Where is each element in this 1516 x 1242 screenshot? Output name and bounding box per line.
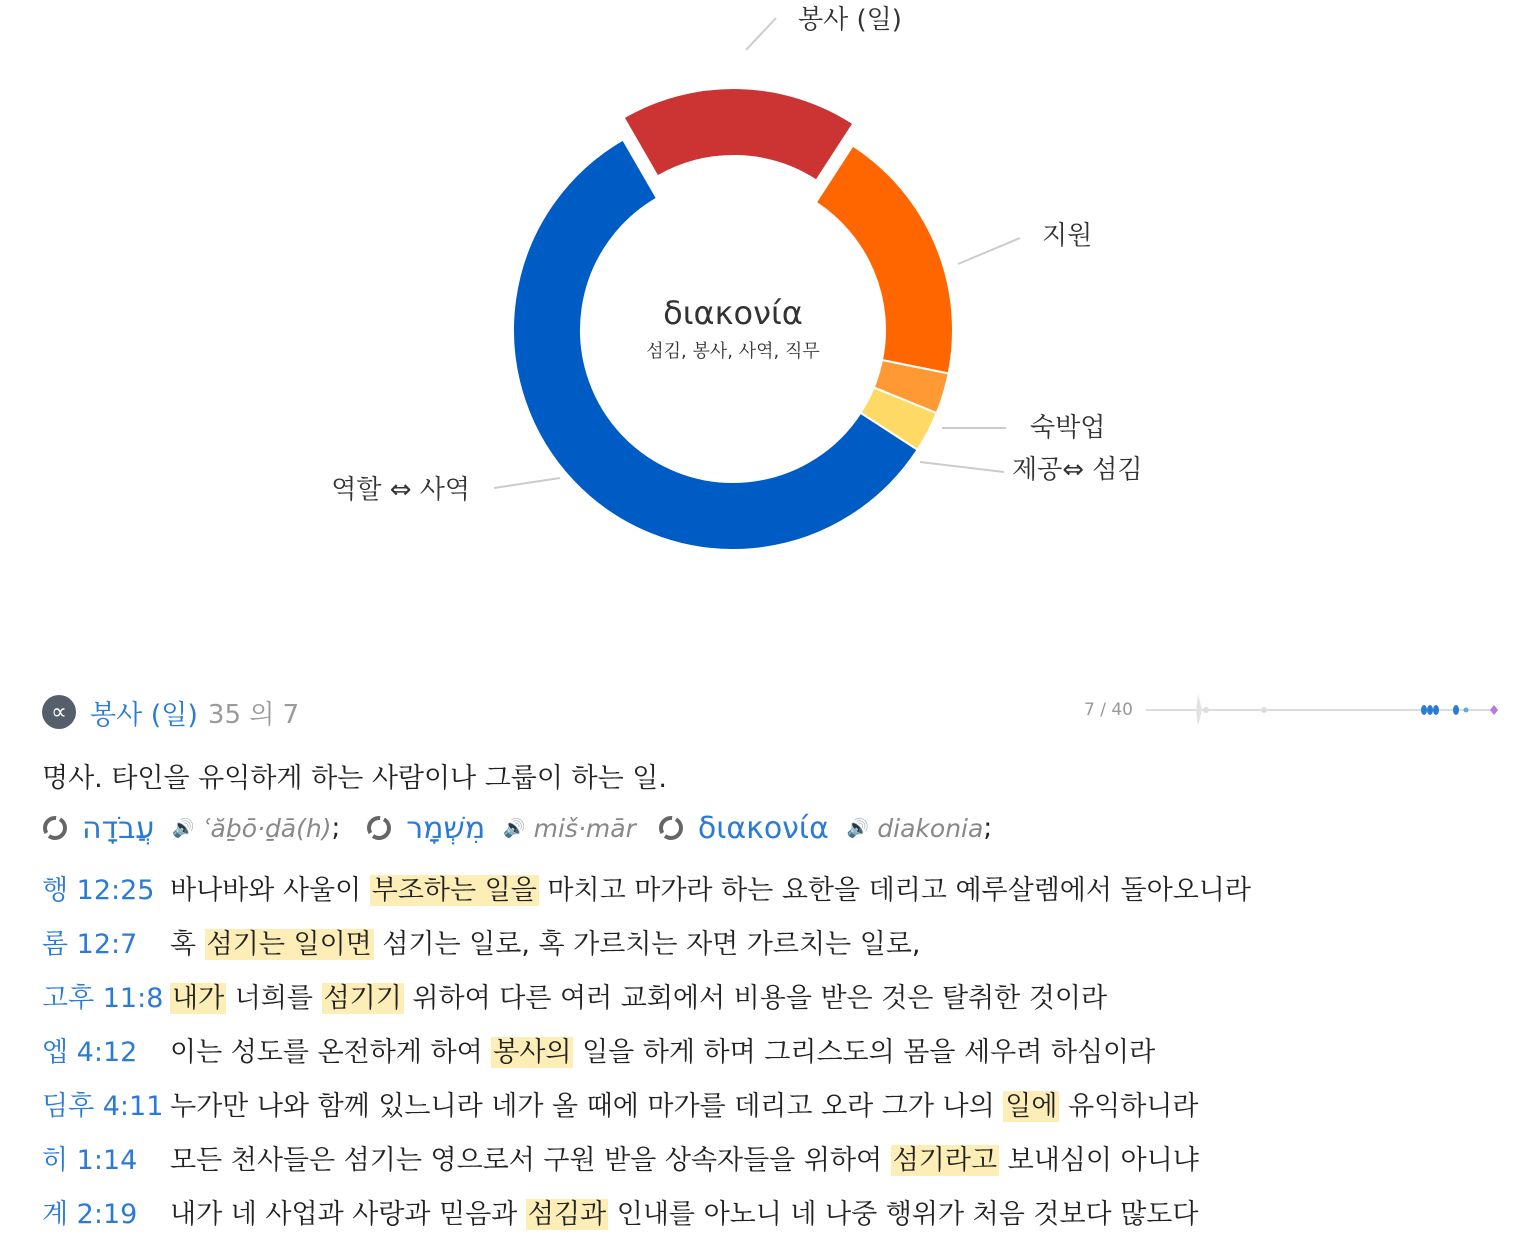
verse-ref-link[interactable]: 딤후 4:11 — [42, 1090, 164, 1122]
verse-row — [42, 1184, 1251, 1238]
verse-ref-link[interactable]: 계 2:19 — [42, 1198, 138, 1230]
timeline-marker — [1203, 707, 1209, 713]
verse-highlight: 일에 — [1005, 1090, 1058, 1122]
lexeme-transliteration: diakonia — [877, 813, 984, 843]
verse-text: 혹 섬기는 일이면 섬기는 일로, 혹 가르치는 자면 가르치는 일로, — [170, 928, 921, 960]
verse-highlight: 섬기라고 — [892, 1144, 998, 1176]
verse-highlight: 부조하는 일을 — [371, 874, 537, 906]
verse-text: 누가만 나와 함께 있느니라 네가 올 때에 마가를 데리고 오라 그가 나의 일에 유익하니라 — [170, 1090, 1199, 1122]
verse-ref-link[interactable]: 고후 11:8 — [42, 982, 164, 1014]
sense-header — [42, 692, 299, 732]
proportional-icon: ∝ — [42, 695, 76, 729]
lexeme-hebrew-1[interactable]: עֲבֹדָה — [82, 810, 155, 846]
verse-ref-link[interactable]: 엡 4:12 — [42, 1036, 138, 1068]
lexeme-separator: ; — [331, 813, 341, 843]
sense-count: 35 의 7 — [207, 699, 300, 730]
slice-leader-line — [958, 238, 1020, 264]
slice-leader-line — [494, 478, 560, 488]
lexeme-list — [42, 808, 992, 848]
timeline-marker — [1464, 708, 1469, 713]
slice-leader-line — [920, 462, 1004, 472]
timeline-marker — [1453, 705, 1459, 715]
speaker-icon[interactable]: 🔊 — [846, 817, 870, 839]
verse-ref-link[interactable]: 롬 12:7 — [42, 928, 138, 960]
verse-list — [42, 860, 1251, 1238]
timeline-current-marker[interactable] — [1490, 705, 1498, 715]
occurrence-timeline[interactable] — [1146, 688, 1506, 734]
slice-label[interactable]: 제공⇔ 섬김 — [1012, 455, 1143, 485]
slice-label[interactable]: 역할 ⇔ 사역 — [331, 475, 470, 505]
timeline-peak-marker — [1196, 694, 1202, 726]
donut-slice[interactable] — [816, 145, 953, 373]
speaker-icon[interactable]: 🔊 — [503, 817, 526, 839]
occurrence-counter: 7 / 40 — [1084, 700, 1133, 720]
verse-highlight: 내가 — [172, 982, 225, 1014]
verse-text: 내가 너희를 섬기기 위하여 다른 여러 교회에서 비용을 받은 것은 탈취한 것이라 — [172, 982, 1108, 1014]
lexeme-cycle-icon[interactable] — [658, 815, 684, 841]
verse-row — [42, 914, 1251, 968]
verse-text: 내가 네 사업과 사랑과 믿음과 섬김과 인내를 아노니 네 나중 행위가 처음 것보다 많도다 — [170, 1198, 1199, 1230]
timeline-marker — [1421, 705, 1427, 715]
verse-highlight: 봉사의 — [493, 1036, 572, 1068]
verse-ref-link[interactable]: 히 1:14 — [42, 1144, 138, 1176]
lexeme-transliteration: ʿăḇō·ḏā(h) — [202, 813, 332, 843]
verse-row — [42, 860, 1251, 914]
slice-label[interactable]: 지원 — [1042, 221, 1093, 251]
verse-text: 바나바와 사울이 부조하는 일을 마치고 마가라 하는 요한을 데리고 예루살렘에서 돌아오니라 — [170, 874, 1251, 906]
slice-label[interactable]: 숙박업 — [1030, 413, 1106, 443]
lexeme-transliteration: miš·mār — [533, 813, 636, 843]
chart-center-title: διακονία — [663, 294, 803, 332]
lexeme-separator: ; — [983, 813, 993, 843]
lexeme-cycle-icon[interactable] — [42, 815, 68, 841]
slice-leader-line — [746, 18, 776, 50]
verse-highlight: 섬김과 — [527, 1198, 607, 1230]
verse-row — [42, 968, 1251, 1022]
verse-row — [42, 1076, 1251, 1130]
verse-highlight: 섬기기 — [323, 982, 402, 1014]
lexeme-hebrew-2[interactable]: מִשְׁמָר — [406, 810, 486, 846]
sense-donut-chart — [0, 0, 1516, 600]
slice-label[interactable]: 봉사 (일) — [798, 5, 902, 35]
verse-text: 이는 성도를 온전하게 하여 봉사의 일을 하게 하며 그리스도의 몸을 세우려 하심이라 — [170, 1036, 1156, 1068]
verse-row — [42, 1022, 1251, 1076]
sense-definition: 명사. 타인을 유익하게 하는 사람이나 그룹이 하는 일. — [42, 763, 667, 794]
sense-name-link[interactable]: 봉사 (일) — [90, 699, 198, 731]
verse-text: 모든 천사들은 섬기는 영으로서 구원 받을 상속자들을 위하여 섬기라고 보내심이 아니냐 — [170, 1144, 1199, 1176]
timeline-marker — [1261, 707, 1267, 713]
lexeme-greek[interactable]: διακονία — [697, 810, 829, 846]
lexeme-cycle-icon[interactable] — [366, 815, 392, 841]
verse-highlight: 섬기는 일이면 — [206, 928, 372, 960]
speaker-icon[interactable]: 🔊 — [172, 817, 195, 839]
verse-ref-link[interactable]: 행 12:25 — [42, 874, 155, 906]
donut-slice[interactable] — [624, 88, 854, 181]
chart-center-subtitle: 섬김, 봉사, 사역, 직무 — [646, 341, 820, 362]
timeline-marker — [1427, 705, 1433, 715]
verse-row — [42, 1130, 1251, 1184]
timeline-marker — [1433, 705, 1439, 715]
